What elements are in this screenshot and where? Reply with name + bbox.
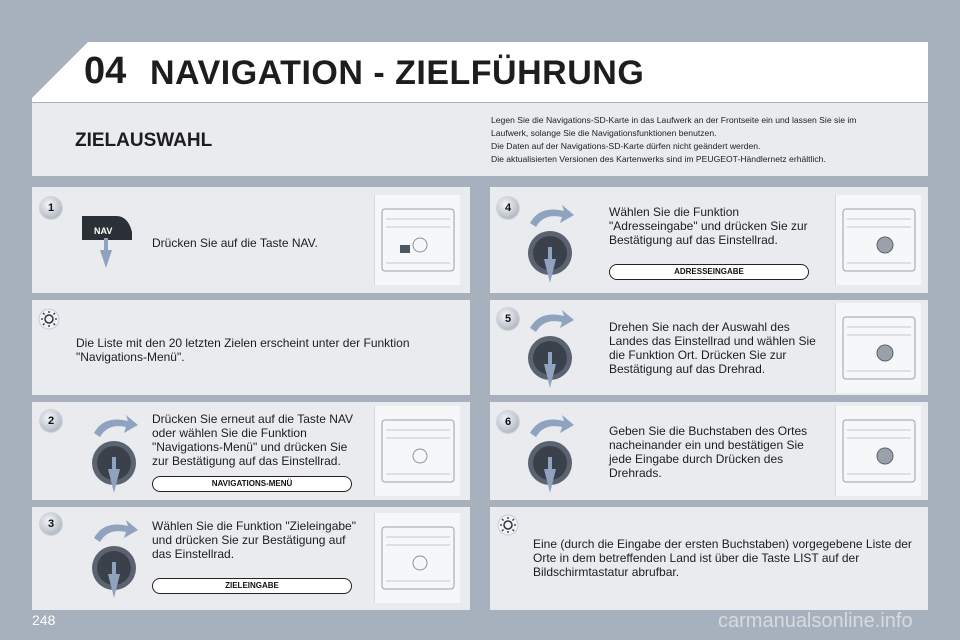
chapter-number: 04 — [84, 50, 127, 92]
rotary-knob-icon — [84, 510, 144, 600]
menu-label-badge: NAVIGATIONS-MENÜ — [152, 476, 352, 492]
step-3-number: 3 — [40, 513, 62, 535]
radio-unit-illustration — [835, 195, 921, 285]
radio-unit-illustration — [374, 195, 460, 285]
tip-1-text: Die Liste mit den 20 letzten Zielen erscheint unter der Funktion "Navigations-Menü". — [76, 336, 410, 364]
radio-unit-illustration — [835, 303, 921, 393]
step-1-text: Drücken Sie auf die Taste NAV. — [152, 236, 318, 250]
rotary-knob-icon — [520, 195, 580, 285]
radio-unit-icon — [841, 313, 917, 383]
nav-key-icon — [76, 210, 136, 272]
step-5-number: 5 — [497, 308, 519, 330]
step-6-text: Geben Sie die Buchstaben des Ortes nacheinander ein und bestätigen Sie jede Eingabe durch Drücken des Drehrads. — [609, 424, 808, 480]
step-6-number: 6 — [497, 411, 519, 433]
radio-unit-icon — [841, 416, 917, 486]
section-title: ZIELAUSWAHL — [75, 130, 213, 151]
page-number: 248 — [32, 612, 56, 628]
radio-unit-icon — [841, 205, 917, 275]
radio-unit-illustration — [374, 406, 460, 496]
radio-unit-illustration — [374, 513, 460, 603]
intro-line: Die aktualisierten Versionen des Kartenwerks sind im PEUGEOT-Händlernetz erhältlich. — [491, 154, 826, 164]
intro-line: Laufwerk, solange Sie die Navigationsfunktionen benutzen. — [491, 128, 717, 138]
tip-2-text: Eine (durch die Eingabe der ersten Buchstaben) vorgegebene Liste der Orte in dem betreffenden Land ist über die Taste LIST auf der Bildschirmtastatur abrufbar. — [533, 537, 912, 579]
rotary-knob-icon — [520, 405, 580, 495]
step-1-number: 1 — [40, 197, 62, 219]
step-2-number: 2 — [40, 410, 62, 432]
step-2-text: Drücken Sie erneut auf die Taste NAV oder wählen Sie die Funktion "Navigations-Menü" und drücken Sie zur Bestätigung auf das Einstellrad. — [152, 412, 353, 468]
header-corner — [32, 42, 88, 98]
nav-key-label: NAV — [94, 226, 113, 236]
step-3-text: Wählen Sie die Funktion "Zieleingabe" und drücken Sie zur Bestätigung auf das Einstellrad. — [152, 519, 356, 561]
intro-text — [491, 114, 921, 166]
page-title: NAVIGATION - ZIELFÜHRUNG — [150, 54, 645, 92]
watermark: carmanualsonline.info — [718, 610, 913, 632]
step-4-number: 4 — [497, 197, 519, 219]
intro-line: Die Daten auf der Navigations-SD-Karte dürfen nicht geändert werden. — [491, 141, 761, 151]
radio-unit-icon — [380, 416, 456, 486]
radio-unit-icon — [380, 523, 456, 593]
rotary-knob-icon — [84, 405, 144, 495]
step-5-text: Drehen Sie nach der Auswahl des Landes das Einstellrad und wählen Sie die Funktion Ort. Drücken Sie zur Bestätigung auf das Drehrad. — [609, 320, 816, 376]
radio-unit-illustration — [835, 406, 921, 496]
menu-label-badge: ADRESSEINGABE — [609, 264, 809, 280]
radio-unit-icon — [380, 205, 456, 275]
step-4-text: Wählen Sie die Funktion "Adresseingabe" und drücken Sie zur Bestätigung auf das Einstellrad. — [609, 205, 808, 247]
light-bulb-icon — [497, 514, 519, 536]
menu-label-badge: ZIELEINGABE — [152, 578, 352, 594]
intro-line: Legen Sie die Navigations-SD-Karte in das Laufwerk an der Frontseite ein und lassen Sie sie im — [491, 115, 857, 125]
light-bulb-icon — [38, 308, 60, 330]
rotary-knob-icon — [520, 300, 580, 390]
